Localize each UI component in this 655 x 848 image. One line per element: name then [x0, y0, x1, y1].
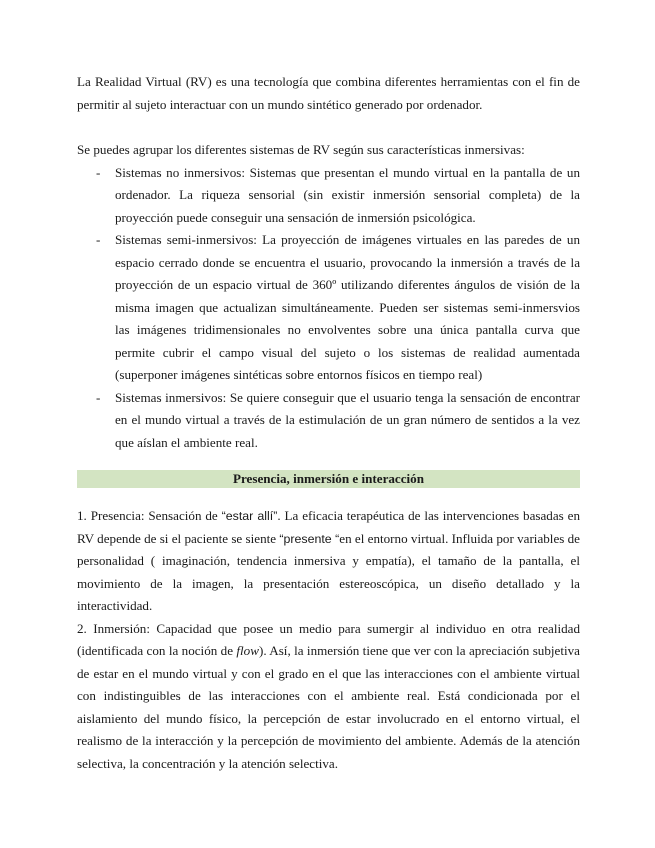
immersion-suffix: ). Así, la inmersión tiene que ver con la apreciación subjetiva de estar en el mundo virtual y con el grado en el que las interacciones con el ambiente virtual con indistinguibles de las interacciones con el ambiente real. Está condicionada por el aislamiento del mundo físico, la percepción de estar involucrado en el entorno virtual, el realismo de la interacción y la percepción de movimiento del ambiente. Además de la atención selectiva, la concentración y la atención selectiva.	[77, 643, 580, 771]
systems-list	[77, 162, 580, 455]
list-item	[77, 162, 580, 230]
paragraph-spacer	[77, 116, 580, 139]
list-item-text: Sistemas no inmersivos: Sistemas que presentan el mundo virtual en la pantalla de un ordenador. La riqueza sensorial (sin existir inmersión sensorial completa) de la proyección puede conseguir una sensación de inmersión psicológica.	[115, 164, 580, 225]
presence-quote-estar: “estar allí”	[221, 509, 278, 523]
dash-bullet: -	[96, 389, 101, 405]
presence-quote-presente: “presente “	[279, 531, 340, 546]
dash-bullet: -	[96, 164, 101, 180]
document-body	[77, 71, 580, 775]
presence-middle: . La eficacia terapéutica de las intervenciones basadas en RV depende de si el paciente se siente	[77, 508, 580, 546]
immersion-flow-term: flow	[236, 643, 259, 658]
dash-bullet: -	[96, 232, 101, 247]
immersion-paragraph	[77, 618, 580, 776]
list-item-text: Sistemas semi-inmersivos: La proyección de imágenes virtuales en las paredes de un espacio cerrado donde se encuentra el usuario, provocando la inmersión a través de la proyección de un espacio virtual de 360º utilizando diferentes ángulos de visión de la misma imagen que actualizan simultáneamente. Pueden ser sistemas semi-inmersvios las imágenes tridimensionales no envolventes sobre una única pantalla curva que permite cubrir el campo visual del sujeto o los sistemas de realidad aumentada (superponer imágenes sintéticas sobre entornos físicos en tiempo real)	[115, 232, 580, 382]
presence-paragraph	[77, 505, 580, 618]
immersion-prefix: 2. Inmersión: Capacidad que posee un medio para sumergir al individuo en otra realidad (identificada con la noción de	[77, 620, 580, 658]
classification-lead: Se puedes agrupar los diferentes sistemas de RV según sus características inmersivas:	[77, 142, 525, 157]
section-heading: Presencia, inmersión e interacción	[77, 470, 580, 488]
list-item	[77, 229, 580, 387]
presence-suffix: en el entorno virtual. Influida por variables de personalidad ( imaginación, tendencia inmersiva y empatía), el tamaño de la pantalla, el movimiento de la imagen, la presentación estereoscópica, un diseño detallado y la interactividad.	[77, 530, 580, 613]
presence-prefix: 1. Presencia: Sensación de	[77, 508, 222, 523]
list-item	[77, 387, 580, 455]
intro-paragraph: La Realidad Virtual (RV) es una tecnología que combina diferentes herramientas con el fin de permitir al sujeto interactuar con un mundo sintético generado por ordenador.	[77, 74, 580, 112]
list-item-text: Sistemas inmersivos: Se quiere conseguir que el usuario tenga la sensación de encontrar en el mundo virtual a través de la estimulación de un gran número de sentidos a la vez que aíslan el ambiente real.	[115, 389, 580, 450]
